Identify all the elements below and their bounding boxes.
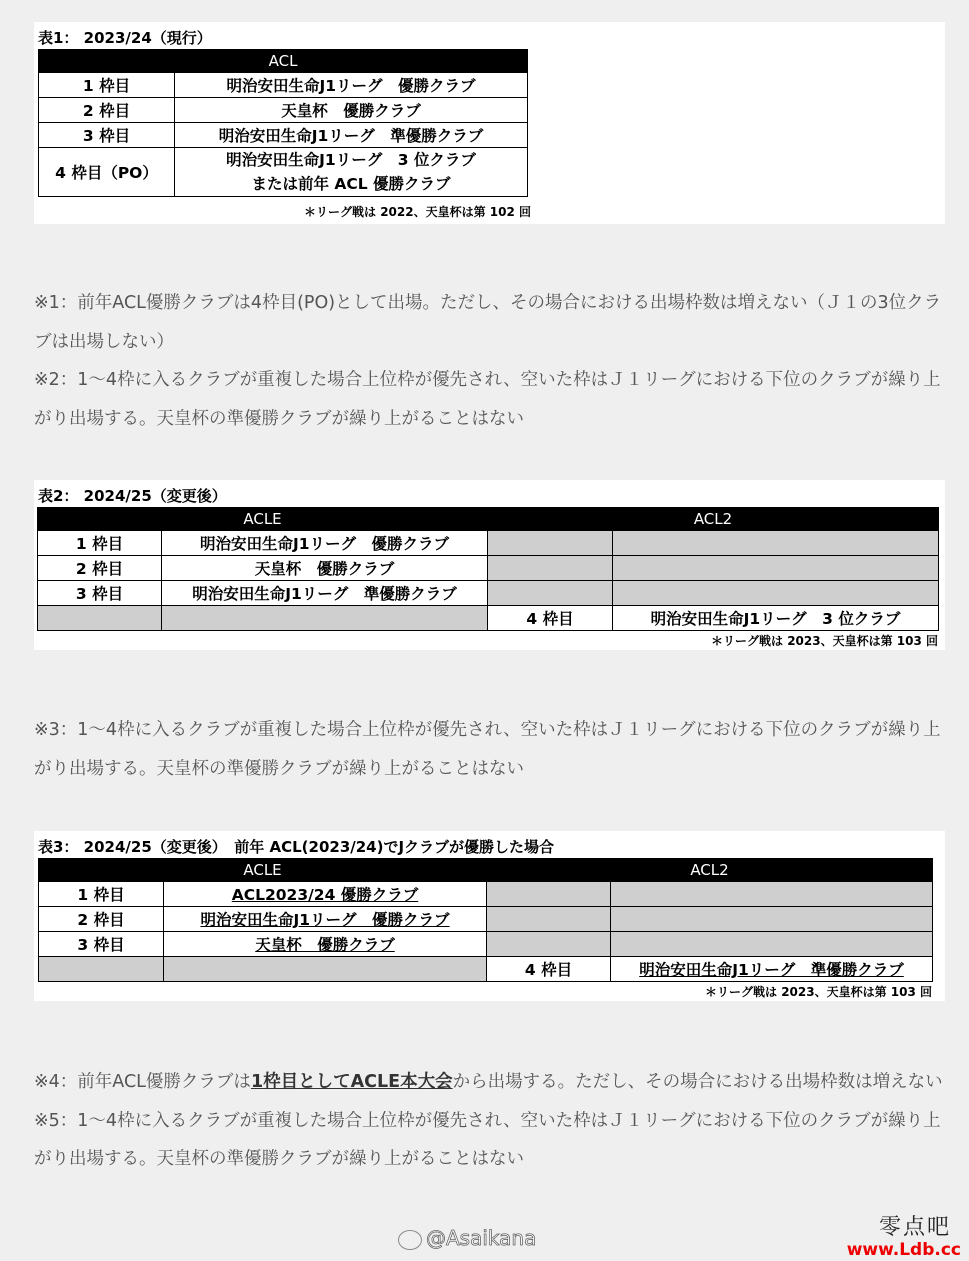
table2-club-3: 明治安田生命J1リーグ 準優勝クラブ [162, 581, 488, 606]
table2-header-acle: ACLE [38, 508, 488, 531]
table2-empty-cell [38, 606, 162, 631]
table2-note: ＊リーグ戦は 2023、天皇杯は第 103 回 [711, 634, 938, 648]
table2-empty-cell [488, 556, 613, 581]
table3-empty-cell [611, 907, 933, 932]
table1-club-4 [175, 148, 528, 197]
table2-club-1: 明治安田生命J1リーグ 優勝クラブ [162, 531, 488, 556]
table1 [38, 49, 528, 197]
table3-club-1 [164, 882, 487, 907]
table3-slot-3: 3 枠目 [39, 932, 164, 957]
table-row [39, 957, 933, 982]
table-row [39, 73, 528, 98]
weibo-handle: @Asaikana [426, 1226, 537, 1250]
table-row [38, 556, 939, 581]
table3-title: 表3： 2024/25（変更後） 前年 ACL(2023/24)でJクラブが優勝した場合 [38, 838, 555, 856]
table2-empty-cell [488, 531, 613, 556]
table-row [39, 907, 933, 932]
table2-slot-2: 2 枠目 [38, 556, 162, 581]
table3-club-4-text: 明治安田生命J1リーグ 準優勝クラブ [639, 961, 904, 979]
table2-title: 表2： 2024/25（変更後） [38, 487, 227, 505]
table3-club-2 [164, 907, 487, 932]
table3-slot-1: 1 枠目 [39, 882, 164, 907]
table3-club-3 [164, 932, 487, 957]
table1-slot-2: 2 枠目 [39, 98, 175, 123]
table1-club-1: 明治安田生命J1リーグ 優勝クラブ [175, 73, 528, 98]
table3-club-1-text: ACL2023/24 優勝クラブ [231, 886, 419, 904]
table3-empty-cell [487, 882, 611, 907]
table3-club-2-text: 明治安田生命J1リーグ 優勝クラブ [200, 911, 450, 929]
table2 [37, 507, 939, 631]
table2-empty-cell [162, 606, 488, 631]
table2-header-acl2: ACL2 [488, 508, 939, 531]
paragraph1 [34, 284, 949, 438]
table1-header: ACL [39, 50, 528, 73]
paragraph3 [34, 1063, 949, 1179]
table2-club-4: 明治安田生命J1リーグ 3 位クラブ [613, 606, 939, 631]
table2-slot-3: 3 枠目 [38, 581, 162, 606]
table2-empty-cell [613, 581, 939, 606]
table2-empty-cell [488, 581, 613, 606]
table1-club-3: 明治安田生命J1リーグ 準優勝クラブ [175, 123, 528, 148]
table3-slot-4: 4 枠目 [487, 957, 611, 982]
table2-slot-1: 1 枠目 [38, 531, 162, 556]
weibo-icon [398, 1230, 422, 1250]
table-row [38, 531, 939, 556]
table3-empty-cell [611, 932, 933, 957]
note-4-prefix: ※4：前年ACL優勝クラブは [34, 1072, 251, 1092]
table2-empty-cell [613, 556, 939, 581]
table-row [39, 932, 933, 957]
table2-club-2: 天皇杯 優勝クラブ [162, 556, 488, 581]
site-url-watermark: www.Ldb.cc [846, 1240, 961, 1260]
table3-empty-cell [611, 882, 933, 907]
table3-empty-cell [487, 932, 611, 957]
table1-club-4-line2: または前年 ACL 優勝クラブ [251, 175, 451, 193]
table2-panel [34, 480, 945, 650]
paragraph2 [34, 711, 949, 788]
table3-header-acle: ACLE [39, 859, 487, 882]
table1-slot-1: 1 枠目 [39, 73, 175, 98]
note-2: ※2：1～4枠に入るクラブが重複した場合上位枠が優先され、空いた枠はＪ１リーグにおける下位のクラブが繰り上がり出場する。天皇杯の準優勝クラブが繰り上がることはない [34, 370, 941, 429]
table3-slot-2: 2 枠目 [39, 907, 164, 932]
table3-empty-cell [487, 907, 611, 932]
site-name-watermark: 零点吧 [878, 1215, 951, 1240]
note-1: ※1：前年ACL優勝クラブは4枠目(PO)として出場。ただし、その場合における出場枠数は増えない（Ｊ１の3位クラブは出場しない） [34, 293, 942, 352]
table1-club-4-line1: 明治安田生命J1リーグ 3 位クラブ [226, 151, 476, 169]
table1-slot-3: 3 枠目 [39, 123, 175, 148]
table3-empty-cell [39, 957, 164, 982]
table3-club-3-text: 天皇杯 優勝クラブ [255, 936, 395, 954]
note-3: ※3：1～4枠に入るクラブが重複した場合上位枠が優先され、空いた枠はＪ１リーグにおける下位のクラブが繰り上がり出場する。天皇杯の準優勝クラブが繰り上がることはない [34, 720, 941, 779]
note-4-emphasis: 1枠目としてACLE本大会 [250, 1072, 453, 1092]
table1-slot-4: 4 枠目（PO） [39, 148, 175, 197]
weibo-watermark [398, 1226, 536, 1250]
table-row [39, 882, 933, 907]
table2-slot-4: 4 枠目 [488, 606, 613, 631]
table3-club-4 [611, 957, 933, 982]
table3-header-acl2: ACL2 [487, 859, 933, 882]
note-5: ※5：1～4枠に入るクラブが重複した場合上位枠が優先され、空いた枠はＪ１リーグにおける下位のクラブが繰り上がり出場する。天皇杯の準優勝クラブが繰り上がることはない [34, 1110, 941, 1169]
table1-panel [34, 22, 945, 224]
table-row [39, 148, 528, 197]
table-row [38, 606, 939, 631]
note-4 [34, 1063, 949, 1102]
table-row [39, 98, 528, 123]
table3-empty-cell [164, 957, 487, 982]
note-4-suffix: から出場する。ただし、その場合における出場枠数は増えない [452, 1072, 943, 1092]
table1-note: ＊リーグ戦は 2022、天皇杯は第 102 回 [304, 205, 531, 219]
table-row [38, 581, 939, 606]
table1-title: 表1： 2023/24（現行） [38, 29, 212, 47]
table-row [39, 123, 528, 148]
table3-note: ＊リーグ戦は 2023、天皇杯は第 103 回 [705, 985, 932, 999]
table2-empty-cell [613, 531, 939, 556]
table1-club-2: 天皇杯 優勝クラブ [175, 98, 528, 123]
table3-panel [34, 831, 945, 1001]
table3 [38, 858, 933, 982]
